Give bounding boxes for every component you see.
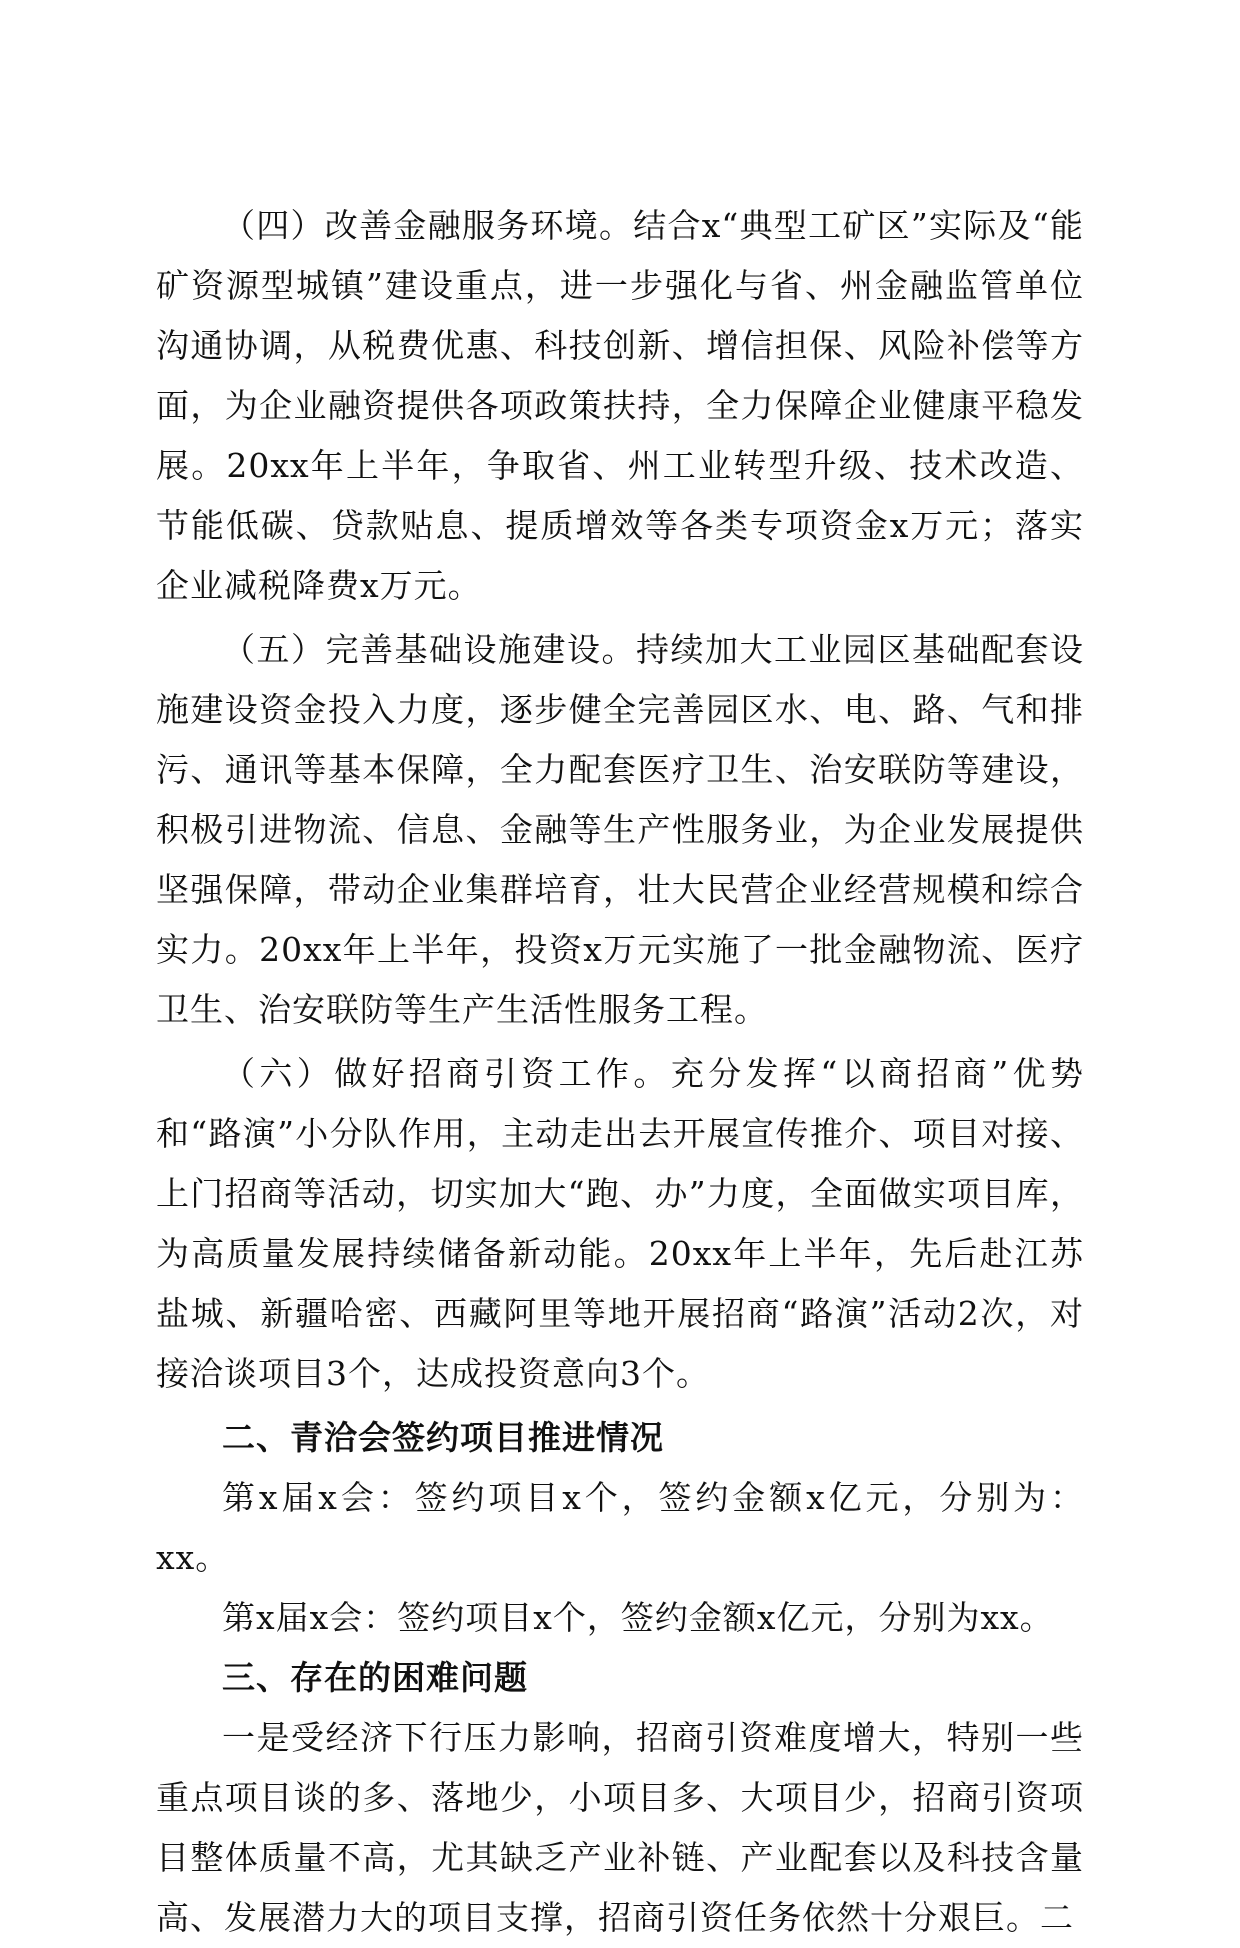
paragraph-investment-promotion: （六）做好招商引资工作。充分发挥“以商招商”优势和“路演”小分队作用，主动走出去开展宣传推介、项目对接、上门招商等活动，切实加大“跑、办”力度，全面做实项目库，为高质量发展持续储备新动能。20xx年上半年，先后赴江苏盐城、新疆哈密、西藏阿里等地开展招商“路演”活动2次，对接洽谈项目3个，达成投资意向3个。 xyxy=(156,1054,1084,1393)
paragraph-infrastructure: （五）完善基础设施建设。持续加大工业园区基础配套设施建设资金投入力度，逐步健全完善园区水、电、路、气和排污、通讯等基本保障，全力配套医疗卫生、治安联防等建设，积极引进物流、信息、金融等生产性服务业，为企业发展提供坚强保障，带动企业集群培育，壮大民营企业经营规模和综合实力。20xx年上半年，投资x万元实施了一批金融物流、医疗卫生、治安联防等生产生活性服务工程。 xyxy=(156,630,1084,1029)
signed-projects-item-2: 第x届x会：签约项目x个，签约金额x亿元，分别为xx。 xyxy=(222,1598,1054,1637)
signed-projects-item-1: 第x届x会：签约项目x个，签约金额x亿元，分别为：xx。 xyxy=(156,1478,1084,1577)
paragraph-financial-services: （四）改善金融服务环境。结合x“典型工矿区”实际及“能矿资源型城镇”建设重点，进一步强化与省、州金融监管单位沟通协调，从税费优惠、科技创新、增信担保、风险补偿等方面，为企业融资提供各项政策扶持，全力保障企业健康平稳发展。20xx年上半年，争取省、州工业转型升级、技术改造、节能低碳、贷款贴息、提质增效等各类专项资金x万元；落实企业减税降费x万元。 xyxy=(156,206,1084,605)
document-page xyxy=(156,196,1084,1948)
paragraph-difficulties: 一是受经济下行压力影响，招商引资难度增大，特别一些重点项目谈的多、落地少，小项目多、大项目少，招商引资项目整体质量不高，尤其缺乏产业补链、产业配套以及科技含量高、发展潜力大的项目支撑，招商引资任务依然十分艰巨。二 xyxy=(156,1718,1084,1937)
section-heading-signed-projects: 二、青洽会签约项目推进情况 xyxy=(222,1418,664,1457)
section-heading-difficulties: 三、存在的困难问题 xyxy=(222,1658,528,1697)
